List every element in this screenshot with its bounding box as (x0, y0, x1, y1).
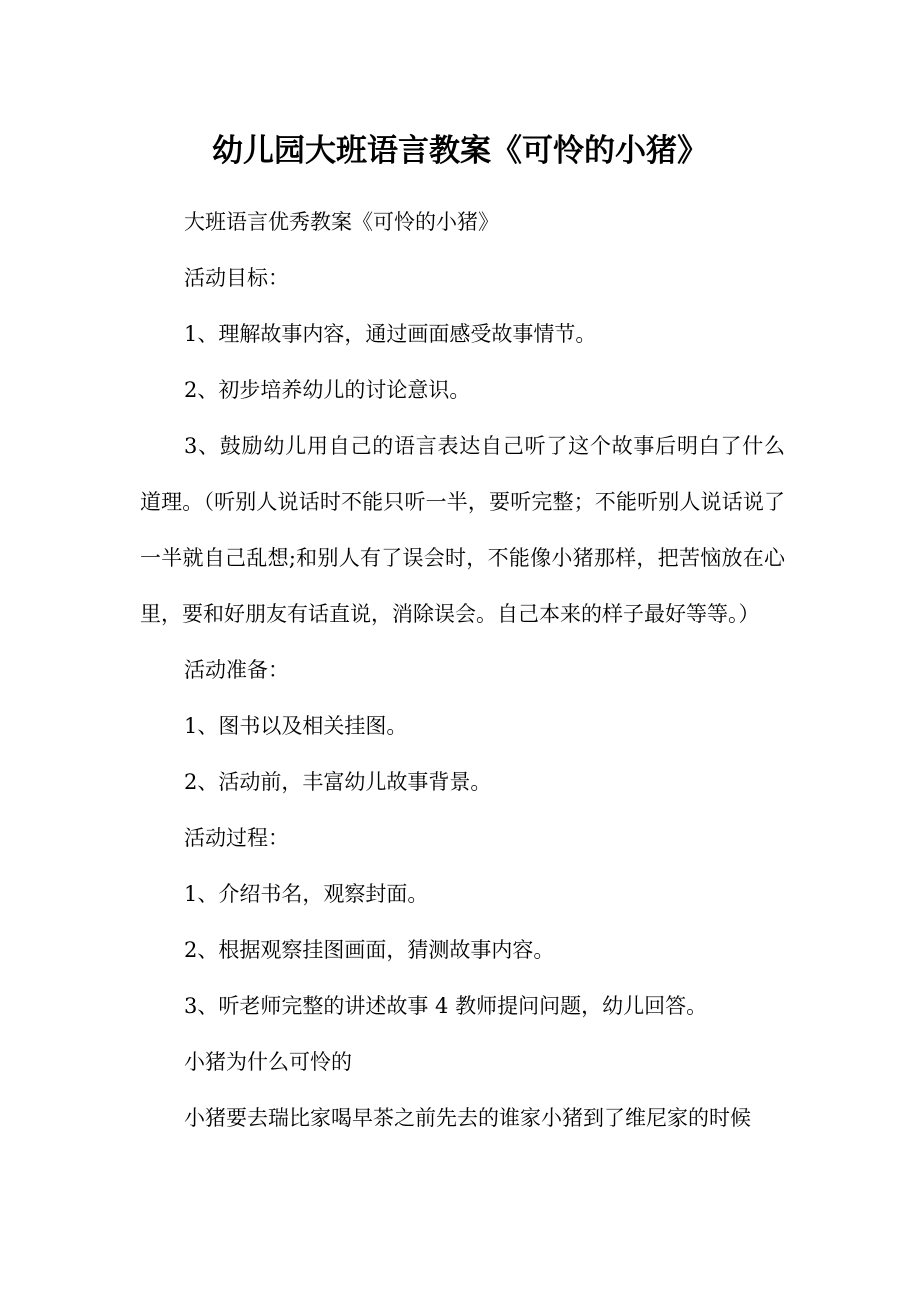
paragraph-story: 小猪要去瑞比家喝早茶之前先去的谁家小猪到了维尼家的时候 (184, 1106, 751, 1130)
paragraph-process-heading: 活动过程： (184, 826, 289, 850)
paragraph-goal-2: 2、初步培养幼儿的讨论意识。 (184, 378, 471, 402)
paragraph-prep-1: 1、图书以及相关挂图。 (184, 714, 408, 738)
paragraph-subtitle: 大班语言优秀教案《可怜的小猪》 (184, 210, 499, 234)
document-body (140, 194, 785, 1146)
paragraph-prep-heading: 活动准备： (184, 658, 289, 682)
paragraph-process-2: 2、根据观察挂图画面，猜测故事内容。 (184, 938, 555, 962)
paragraph-question: 小猪为什么可怜的 (184, 1050, 352, 1074)
paragraph-prep-2: 2、活动前，丰富幼儿故事背景。 (184, 770, 492, 794)
document-title: 幼儿园大班语言教案《可怜的小猪》 (212, 132, 708, 169)
paragraph-goal-3: 3、鼓励幼儿用自己的语言表达自己听了这个故事后明白了什么道理。（听别人说话时不能只听一半，要听完整；不能听别人说话说了一半就自己乱想;和别人有了误会时，不能像小猪那样，把苦恼放在心里，要和好朋友有话直说，消除误会。自己本来的样子最好等等。） (140, 434, 785, 626)
paragraph-goal-1: 1、理解故事内容，通过画面感受故事情节。 (184, 322, 597, 346)
paragraph-goals-heading: 活动目标： (184, 266, 289, 290)
paragraph-process-1: 1、介绍书名，观察封面。 (184, 882, 429, 906)
paragraph-process-3: 3、听老师完整的讲述故事 4 教师提问问题，幼儿回答。 (184, 994, 708, 1018)
